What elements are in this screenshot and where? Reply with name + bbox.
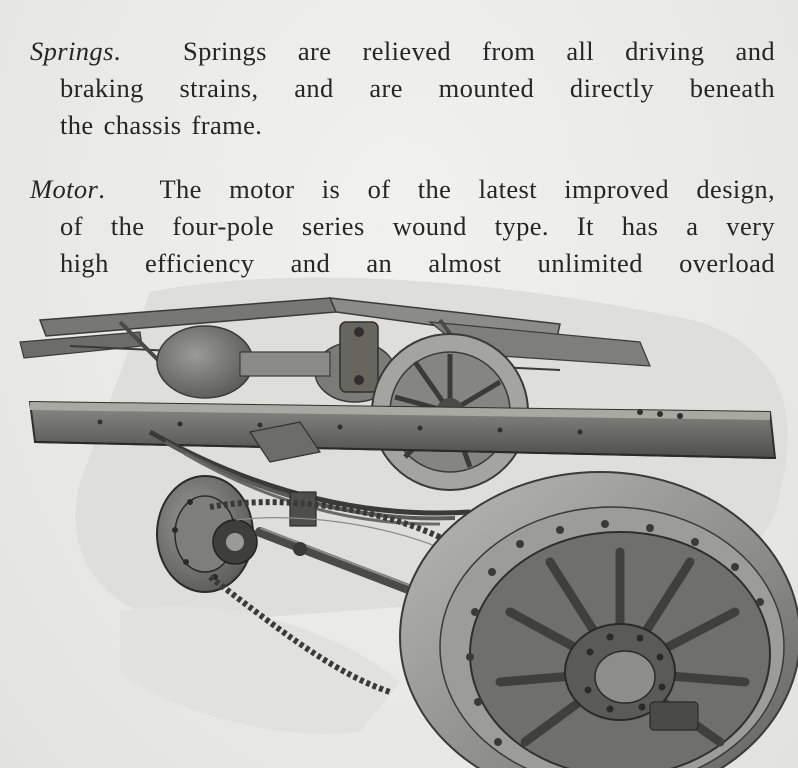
motor-line-2: of the four-pole series wound type. It has a very: [60, 210, 775, 241]
springs-line-3: the chassis frame.: [60, 109, 263, 140]
motor-line-1: The motor is of the latest improved design,: [159, 173, 775, 204]
motor-line-3: high efficiency and an almost unlimited overload: [60, 247, 775, 278]
motor-term: Motor: [30, 173, 99, 204]
springs-term: Springs: [30, 35, 114, 66]
chassis-illustration: [0, 262, 798, 768]
motor-paragraph: Motor. The motor is of the latest improved design, of the four-pole series wound type. It has a very high efficiency and an almost unlimited overload: [30, 171, 775, 282]
springs-paragraph: Springs. Springs are relieved from all driving and braking strains, and are mounted directly beneath the chassis frame.: [30, 33, 775, 144]
springs-line-1: Springs are relieved from all driving and: [183, 35, 775, 66]
springs-line-2: braking strains, and are mounted directly beneath: [60, 72, 775, 103]
